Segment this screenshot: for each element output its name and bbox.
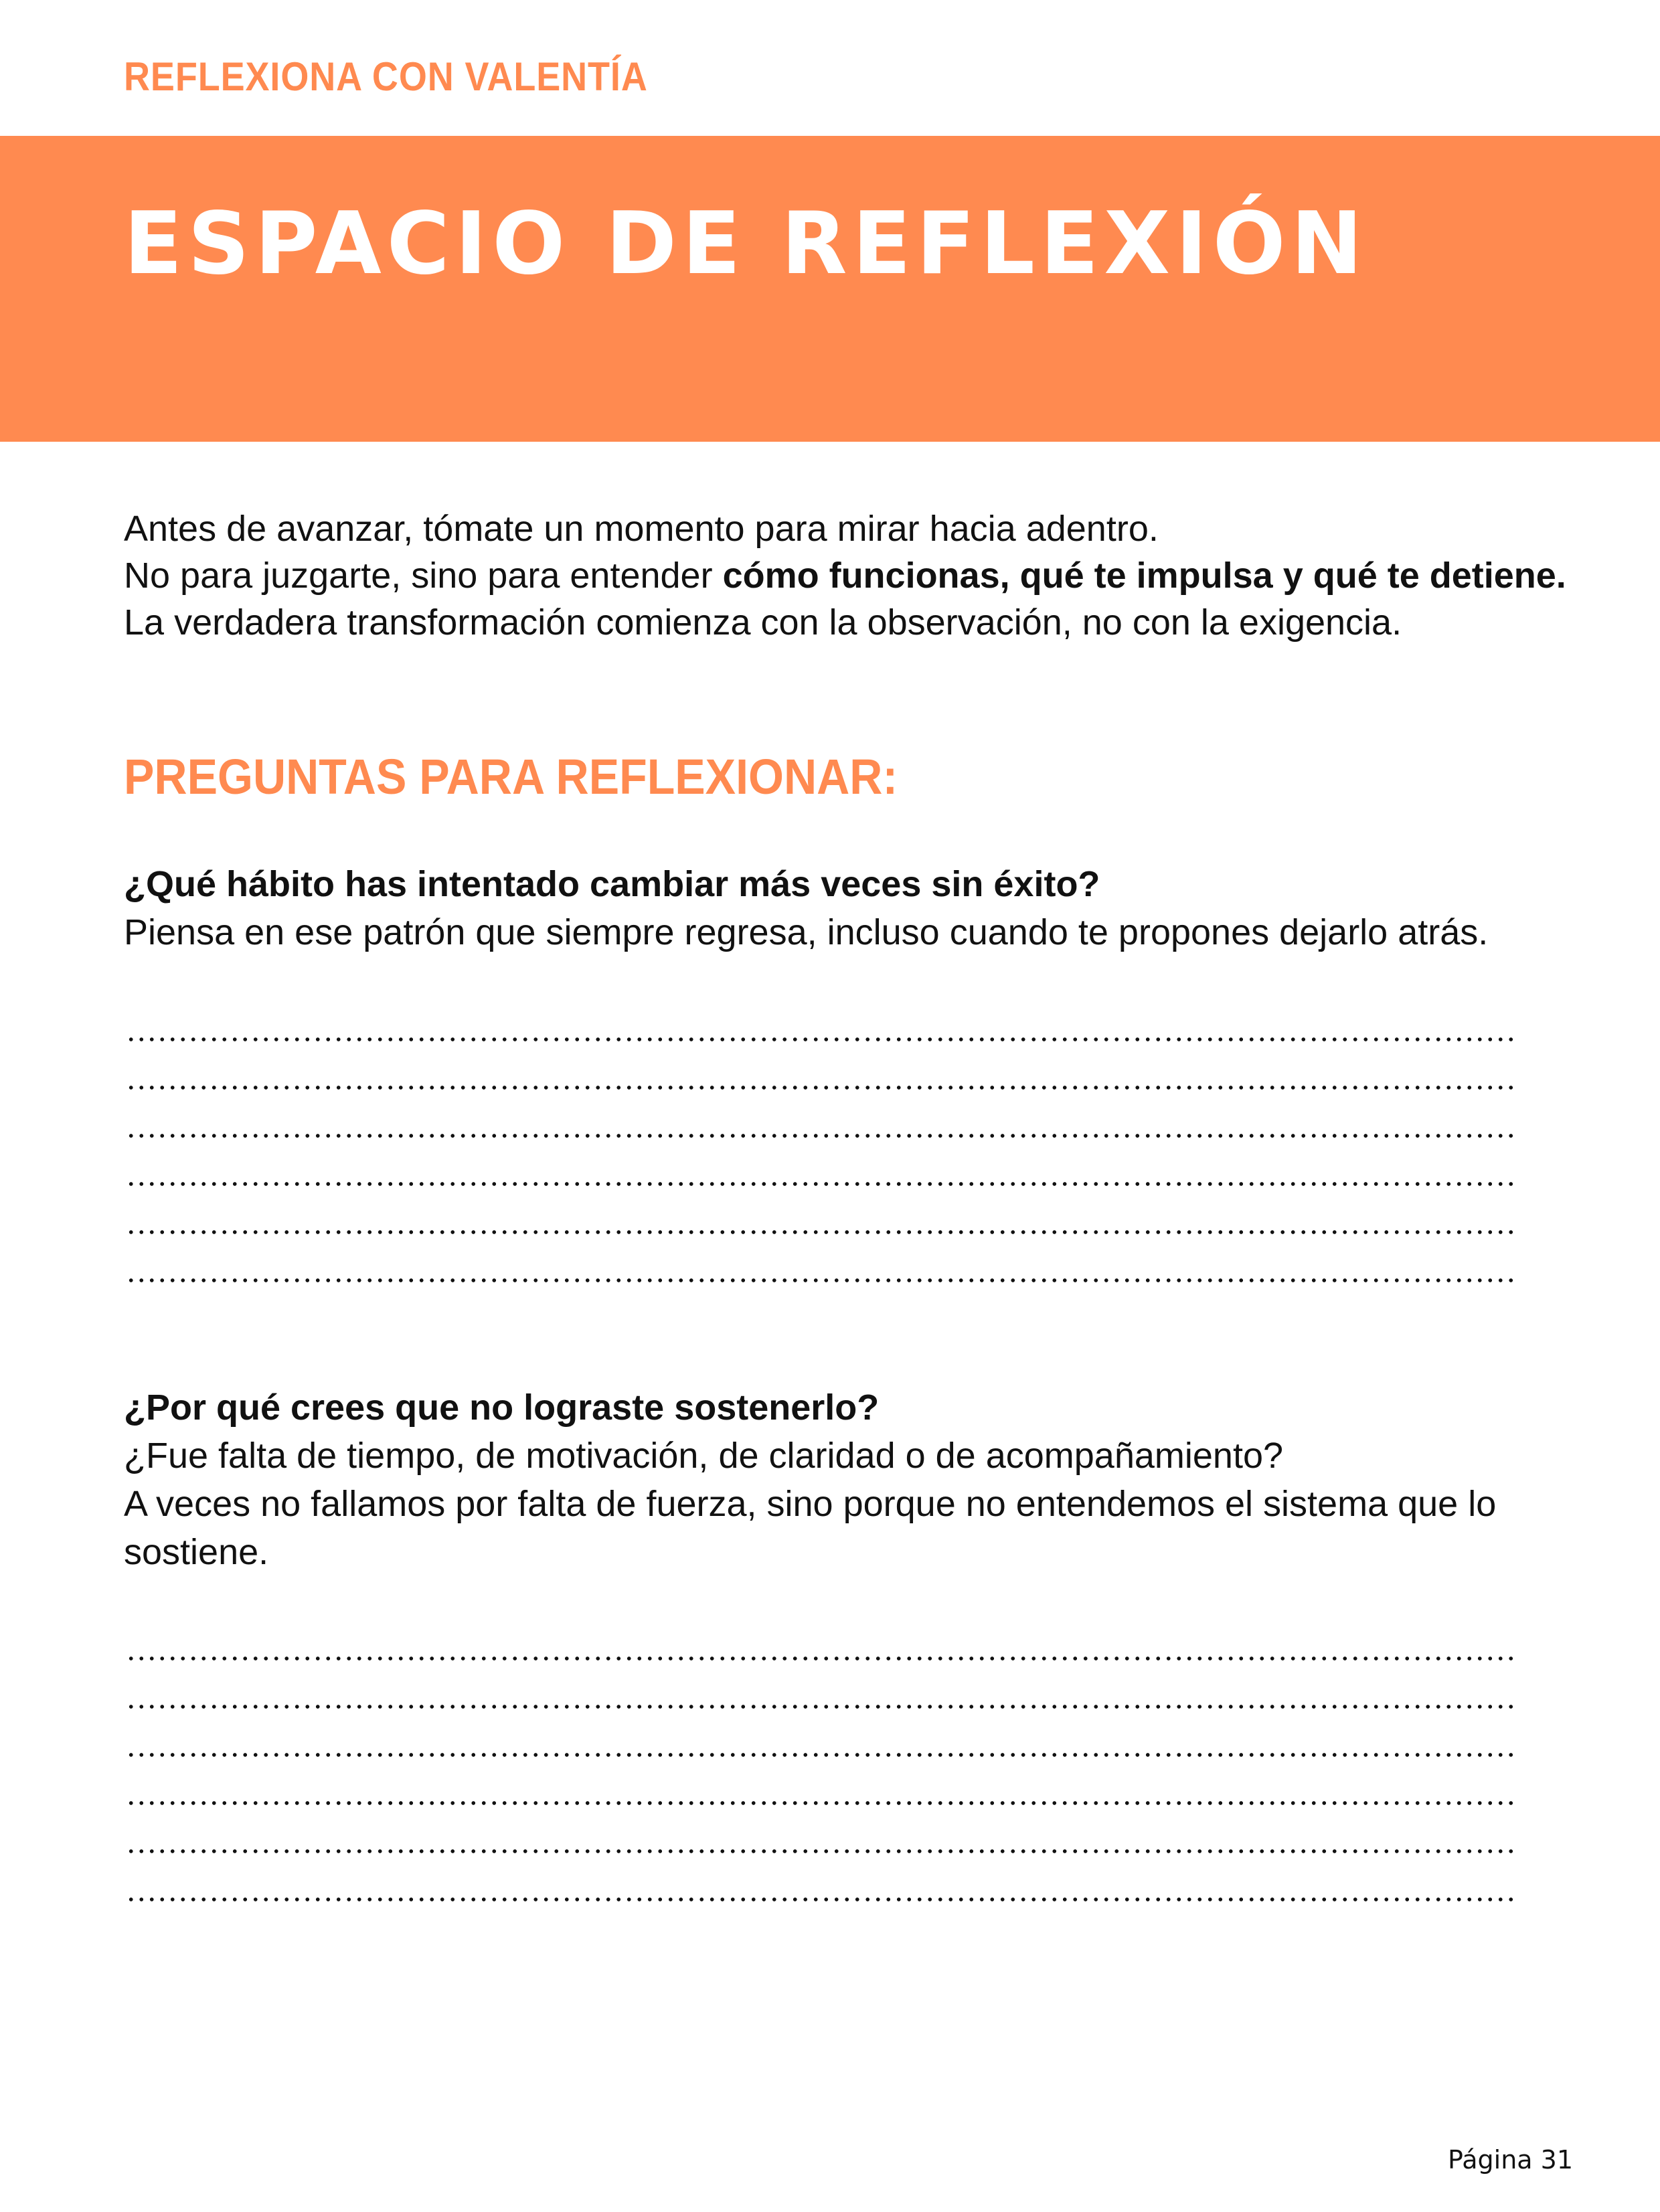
question-1-title: ¿Qué hábito has intentado cambiar más veces sin éxito? — [124, 864, 1100, 904]
question-1 — [124, 860, 1529, 956]
question-2 — [124, 1383, 1529, 1576]
question-2-prompt-1: ¿Fue falta de tiempo, de motivación, de claridad o de acompañamiento? — [124, 1436, 1284, 1476]
intro-line-2-emphasis: cómo funcionas, qué te impulsa y qué te detiene. — [722, 556, 1566, 596]
intro-text — [124, 505, 1596, 646]
answer-lines-2[interactable] — [126, 1623, 1518, 1912]
question-2-title: ¿Por qué crees que no lograste sostenerlo? — [124, 1387, 880, 1428]
question-1-prompt: Piensa en ese patrón que siempre regresa, incluso cuando te propones dejarlo atrás. — [124, 912, 1489, 952]
answer-line[interactable] — [126, 1768, 1518, 1816]
answer-line[interactable] — [126, 1197, 1518, 1245]
answer-line[interactable] — [126, 1148, 1518, 1197]
answer-line[interactable] — [126, 1671, 1518, 1719]
answer-line[interactable] — [126, 1864, 1518, 1912]
section-heading: PREGUNTAS PARA REFLEXIONAR: — [124, 749, 898, 804]
answer-line[interactable] — [126, 1100, 1518, 1148]
page-number: Página 31 — [1448, 2145, 1573, 2175]
section-kicker: REFLEXIONA CON VALENTÍA — [124, 54, 648, 99]
page-title: ESPACIO DE REFLEXIÓN — [124, 194, 1368, 294]
intro-line-2-prefix: No para juzgarte, sino para entender — [124, 556, 723, 596]
question-2-prompt-2: A veces no fallamos por falta de fuerza, sino porque no entendemos el sistema que lo sostiene. — [124, 1484, 1497, 1572]
answer-line[interactable] — [126, 1816, 1518, 1864]
answer-lines-1[interactable] — [126, 1004, 1518, 1293]
intro-line-1: Antes de avanzar, tómate un momento para mirar hacia adentro. — [124, 509, 1159, 549]
answer-line[interactable] — [126, 1623, 1518, 1671]
intro-line-2 — [124, 552, 1596, 599]
intro-line-3: La verdadera transformación comienza con la observación, no con la exigencia. — [124, 602, 1402, 643]
answer-line[interactable] — [126, 1052, 1518, 1100]
answer-line[interactable] — [126, 1245, 1518, 1293]
answer-line[interactable] — [126, 1719, 1518, 1768]
answer-line[interactable] — [126, 1004, 1518, 1052]
